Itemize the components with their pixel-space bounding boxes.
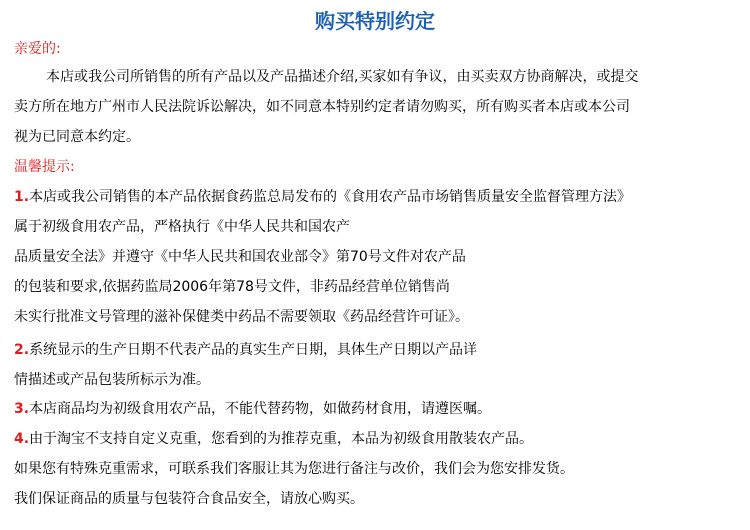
tip-4-text: 由于淘宝不支持自定义克重，您看到的为推荐克重，本品为初级食用散装农产品。 <box>29 431 534 447</box>
tip-3-line-1 <box>14 398 491 420</box>
tip-1-text: 本店或我公司销售的本产品依据食药监总局发布的《食用农产品市场销售质量安全监督管理方法》 <box>29 189 632 205</box>
tips-heading: 温馨提示: <box>14 159 75 175</box>
tip-2-text: 系统显示的生产日期不代表产品的真实生产日期，具体生产日期以产品详 <box>29 342 478 358</box>
agreement-line-1: 本店或我公司所销售的所有产品以及产品描述介绍,买家如有争议，由买卖双方协商解决，或提交 <box>46 69 639 85</box>
tip-2-line-2: 情描述或产品包装所标示为准。 <box>14 372 210 388</box>
tip-1-line-4: 的包装和要求,依据药监局2006年第78号文件，非药品经营单位销售尚 <box>14 279 450 295</box>
tip-2-line-1 <box>14 339 477 361</box>
tip-1-line-1 <box>14 186 631 208</box>
tip-1-line-3: 品质量安全法》并遵守《中华人民共和国农业部令》第70号文件对农产品 <box>14 249 466 265</box>
agreement-line-3: 视为已同意本约定。 <box>14 129 140 145</box>
page-title: 购买特别约定 <box>315 9 435 33</box>
agreement-line-2: 卖方所在地方广州市人民法院诉讼解决，如不同意本特别约定者请勿购买，所有购买者本店或本公司 <box>14 99 630 115</box>
tip-4-line-3: 我们保证商品的质量与包装符合食品安全，请放心购买。 <box>14 491 364 507</box>
tip-4-number: 4. <box>14 431 30 447</box>
tip-1-line-5: 未实行批准文号管理的滋补保健类中药品不需要领取《药品经营许可证》。 <box>14 309 469 325</box>
tip-1-line-2: 属于初级食用农产品，严格执行《中华人民共和国农产 <box>14 219 350 235</box>
tip-3-number: 3. <box>14 401 30 417</box>
greeting: 亲爱的: <box>14 41 61 57</box>
tip-3-text: 本店商品均为初级食用农产品，不能代替药物，如做药材食用，请遵医嘱。 <box>29 401 492 417</box>
tip-1-number: 1. <box>14 189 30 205</box>
tip-4-line-2: 如果您有特殊克重需求，可联系我们客服让其为您进行备注与改价，我们会为您安排发货。 <box>14 461 574 477</box>
tip-4-line-1 <box>14 428 533 450</box>
tip-2-number: 2. <box>14 342 30 358</box>
